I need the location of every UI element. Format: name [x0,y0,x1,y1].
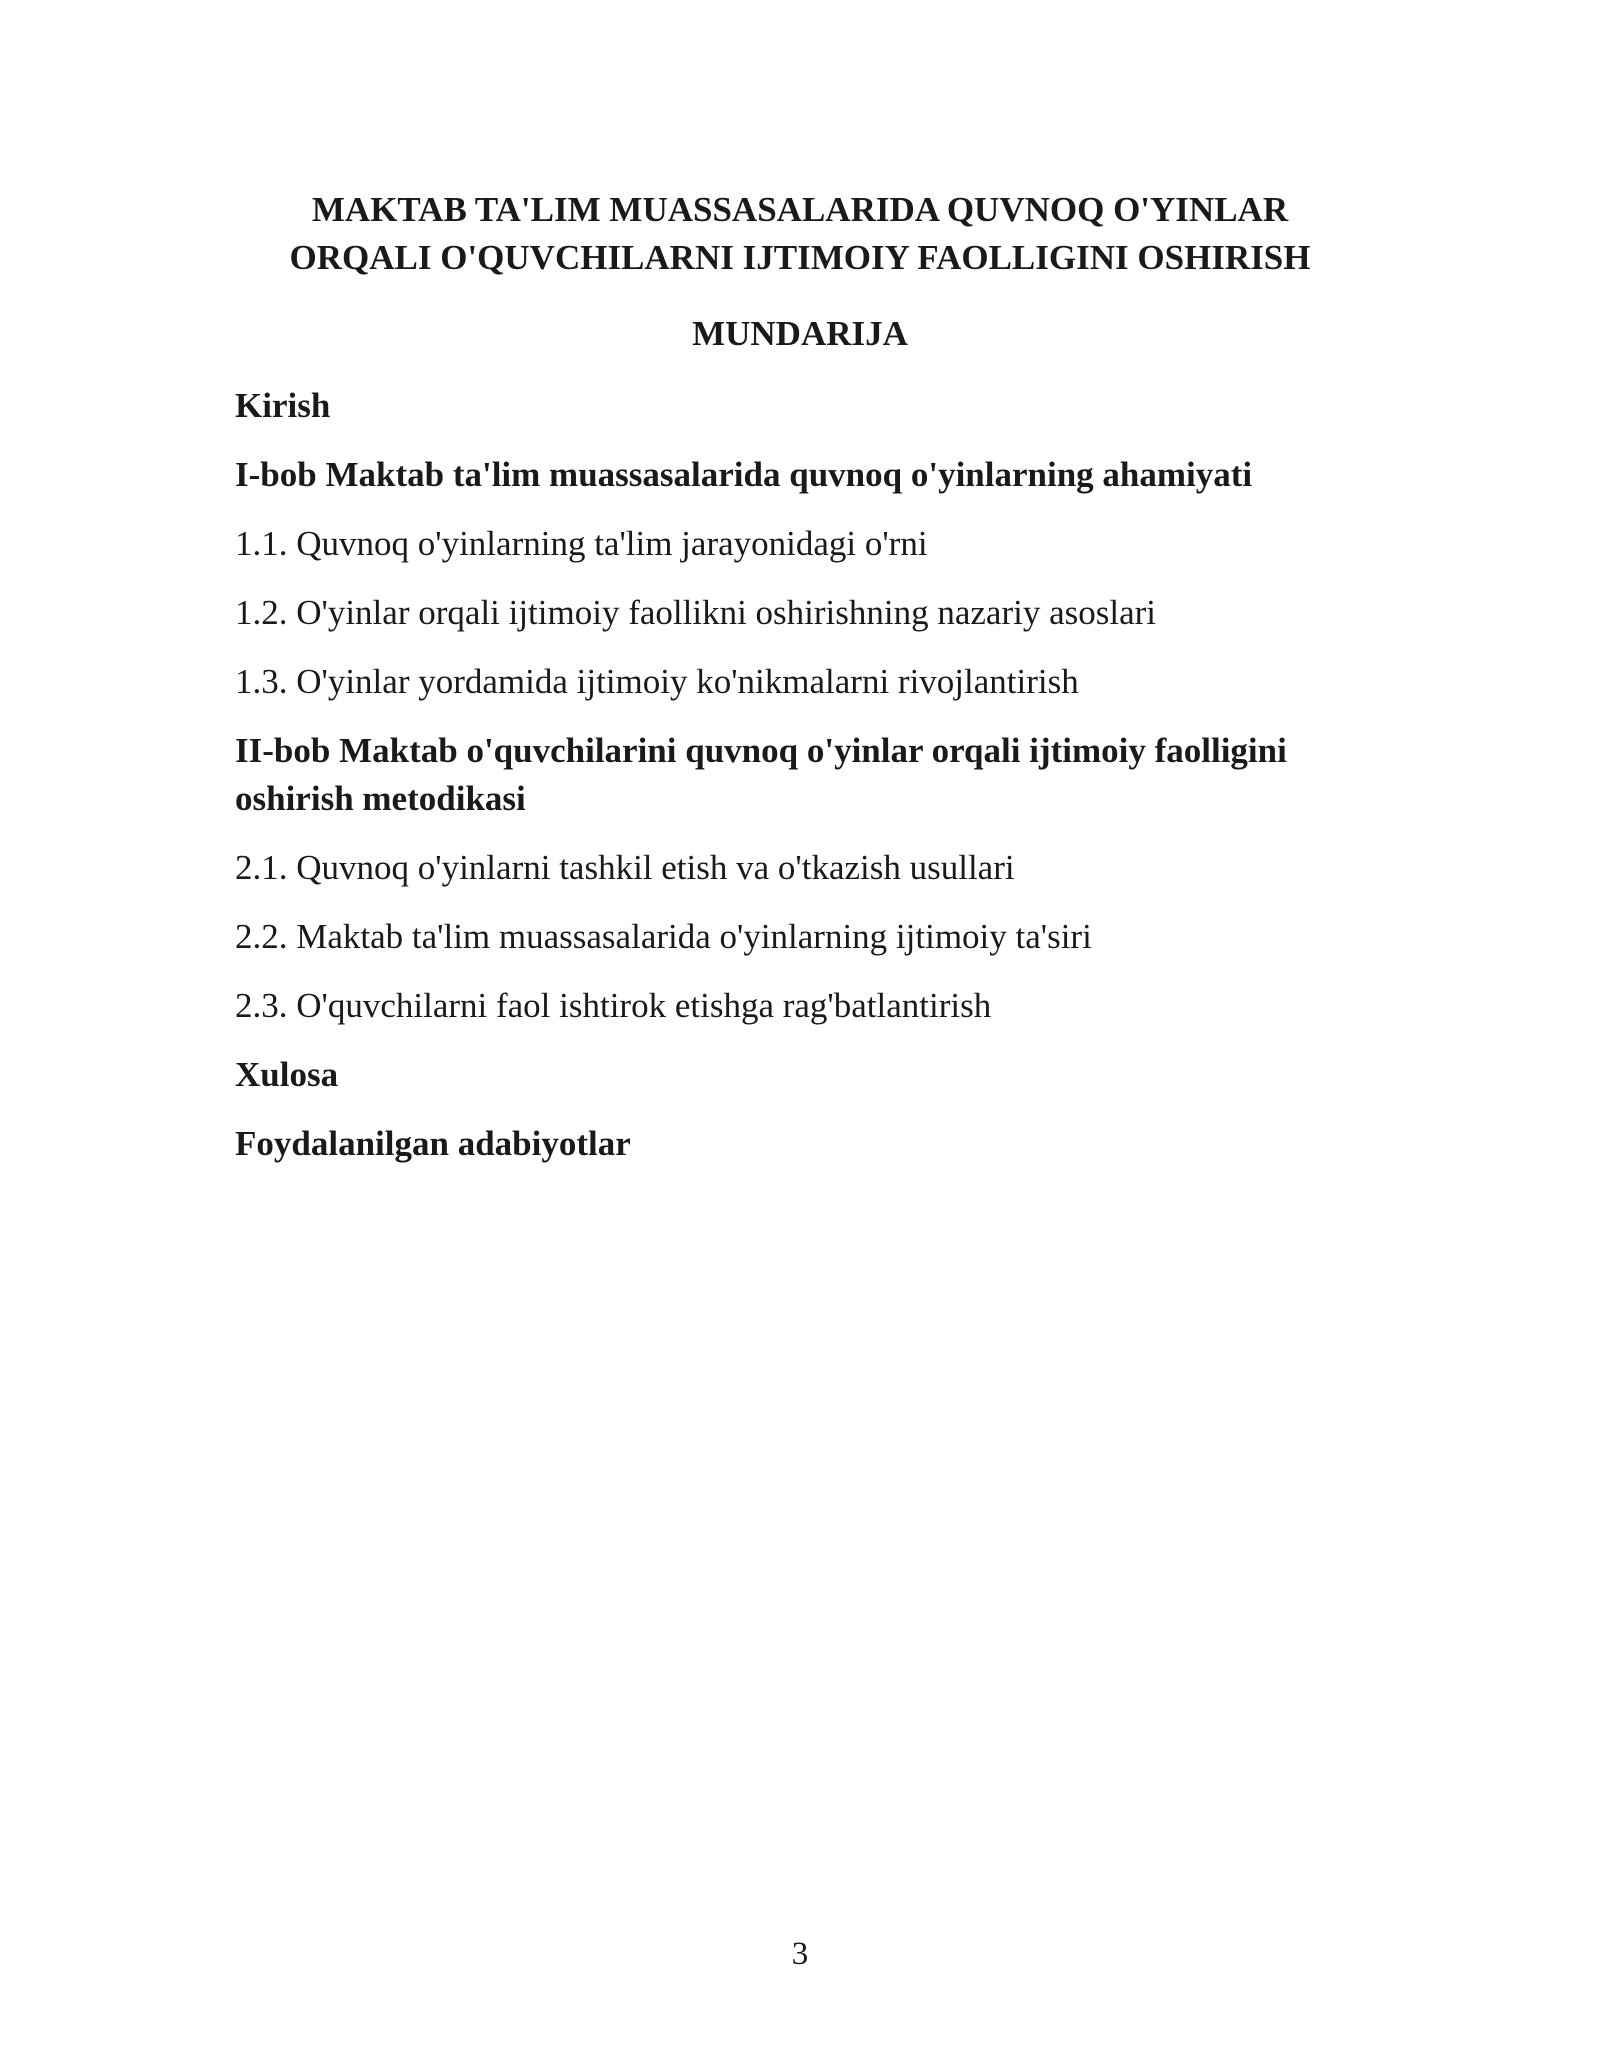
toc-item-section-1-1: 1.1. Quvnoq o'yinlarning ta'lim jarayonidagi o'rni [235,524,928,563]
toc-item-references: Foydalanilgan adabiyotlar [235,1124,631,1163]
title-line-2: ORQALI O'QUVCHILARNI IJTIMOIY FAOLLIGINI OSHIRISH [289,238,1311,277]
toc-item-section-2-1: 2.1. Quvnoq o'yinlarni tashkil etish va o'tkazish usullari [235,848,1015,887]
toc-item-section-2-2: 2.2. Maktab ta'lim muassasalarida o'yinlarning ijtimoiy ta'siri [235,917,1092,956]
toc-item-section-1-3: 1.3. O'yinlar yordamida ijtimoiy ko'nikmalarni rivojlantirish [235,662,1079,701]
page-number: 3 [791,1936,809,1972]
toc-item-section-1-2: 1.2. O'yinlar orqali ijtimoiy faollikni oshirishning nazariy asoslari [235,593,1157,632]
toc-item-chapter-1: I-bob Maktab ta'lim muassasalarida quvnoq o'yinlarning ahamiyati [235,455,1253,494]
document-title [200,186,1400,282]
title-line-1: MAKTAB TA'LIM MUASSASALARIDA QUVNOQ O'YINLAR [311,190,1289,229]
toc-item-introduction: Kirish [235,386,331,425]
toc-heading: MUNDARIJA [692,314,908,353]
table-of-contents [235,382,1375,1189]
toc-item-conclusion: Xulosa [235,1055,339,1094]
toc-item-chapter-2: II-bob Maktab o'quvchilarini quvnoq o'yinlar orqali ijtimoiy faolligini oshirish metodikasi [235,731,1287,818]
toc-item-section-2-3: 2.3. O'quvchilarni faol ishtirok etishga rag'batlantirish [235,986,992,1025]
